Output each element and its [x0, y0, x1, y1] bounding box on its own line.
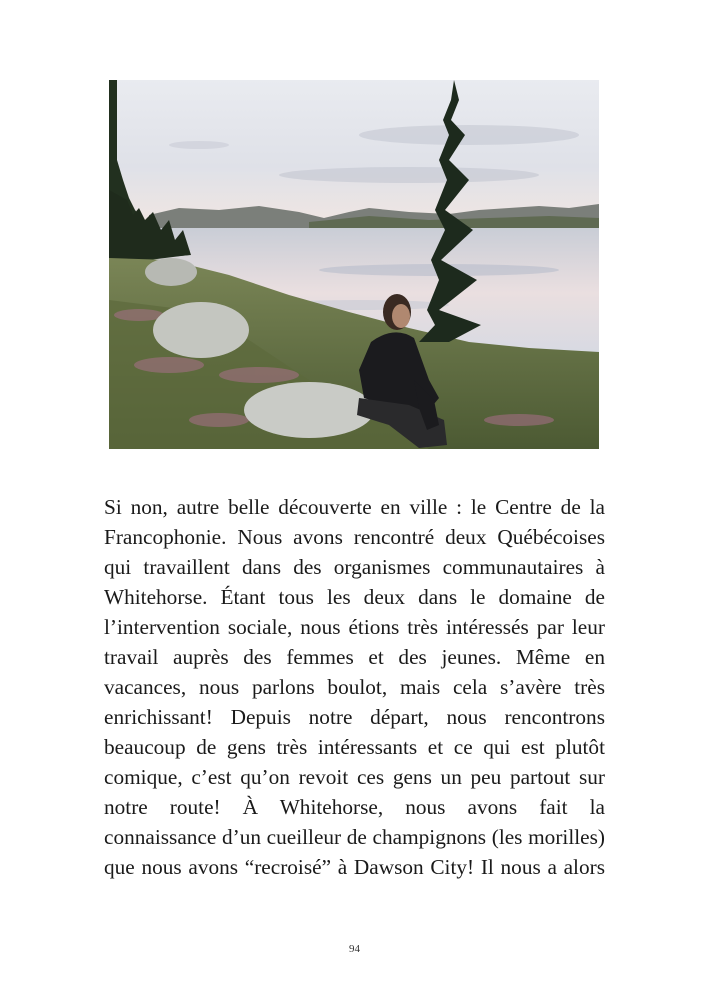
landscape-image	[109, 80, 599, 449]
body-paragraph	[104, 492, 605, 882]
lake-photo	[109, 80, 599, 449]
paragraph-text: Si non, autre belle découverte en ville : le Centre de la Francophonie. Nous avons rencontré deux Québécoises qui travaillent dans des organismes communautaires à Whitehorse. Étant tous les deux dans le domaine de l’intervention sociale, nous étions très intéressés par leur travail auprès des femmes et des jeunes. Même en vacances, nous parlons boulot, mais cela s’avère très enrichissant! Depuis notre départ, nous rencontrons beaucoup de gens très intéressants et ce qui est plutôt comique, c’est qu’on revoit ces gens un peu partout sur notre route! À Whitehorse, nous avons fait la connaissance d’un cueilleur de champignons (les morilles) que nous avons “recroisé” à Dawson City! Il nous a alors	[104, 495, 605, 879]
page-number: 94	[349, 943, 360, 955]
